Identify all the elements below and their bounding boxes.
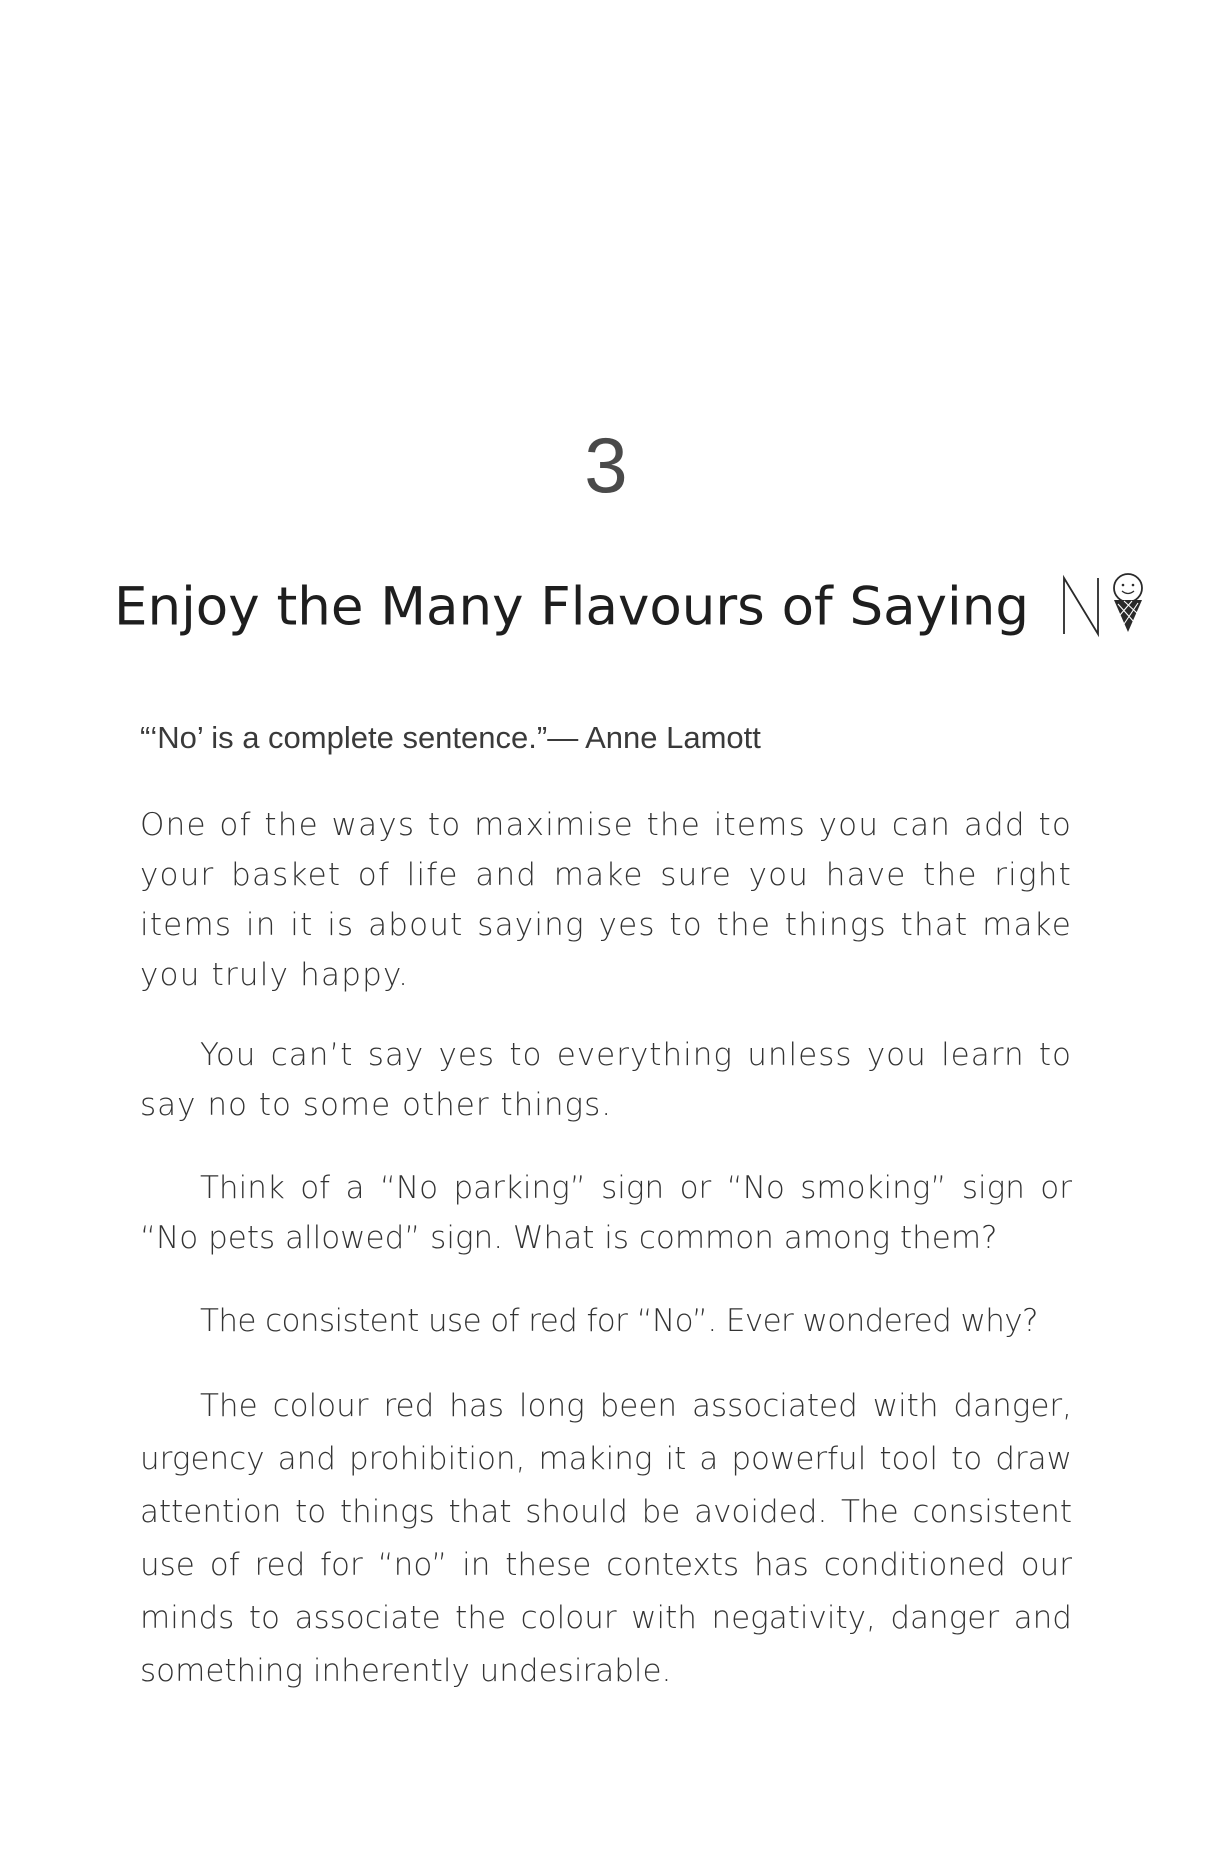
chapter-title — [114, 570, 1104, 650]
paragraph-3: Think of a “No parking” sign or “No smoking” sign or “No pets allowed” sign. What is common among them? — [140, 1170, 1072, 1256]
epigraph-quote: “‘No’ is a complete sentence.”— Anne Lamott — [140, 720, 761, 755]
paragraph-5: The colour red has long been associated with danger, urgency and prohibition, making it a powerful tool to draw attention to things that should be avoided. The consistent use of red for “no” in these contexts has conditioned our minds to associate the colour with negativity, danger and something inherently undesirable. — [140, 1388, 1072, 1689]
ice-cream-cone-icon — [1058, 570, 1158, 640]
chapter-number: 3 — [584, 421, 630, 509]
chapter-title-text: Enjoy the Many Flavours of Saying — [114, 576, 1029, 638]
paragraph-2: You can’t say yes to everything unless you learn to say no to some other things. — [140, 1037, 1072, 1123]
paragraph-4: The consistent use of red for “No”. Ever wondered why? — [200, 1303, 1038, 1339]
paragraph-1: One of the ways to maximise the items you can add to your basket of life and make sure you have the right items in it is about saying yes to the things that make you truly happy. — [140, 807, 1072, 993]
